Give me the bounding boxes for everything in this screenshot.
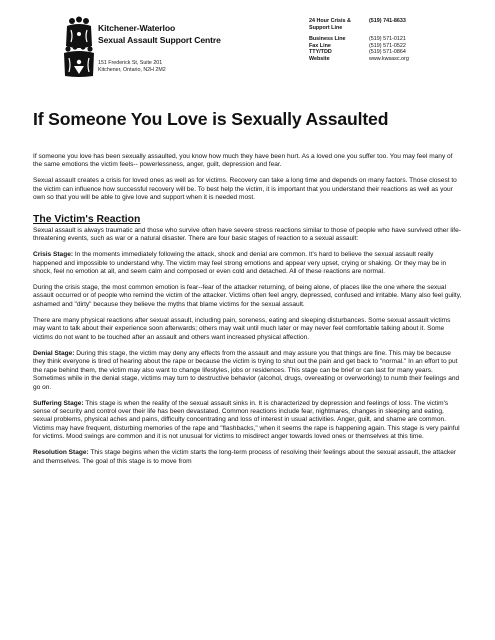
contact-value: (519) 571-0864 [369, 49, 406, 56]
website-link[interactable]: www.kwsasc.org [369, 55, 409, 62]
organization-name-line2: Sexual Assault Support Centre [98, 35, 221, 45]
crisis-line-row [309, 18, 459, 25]
crisis-line-label-1: 24 Hour Crisis & [309, 18, 351, 24]
address-line1: 151 Frederick St, Suite 201 [98, 60, 163, 66]
contact-block [309, 18, 459, 63]
contact-label: Fax Line [309, 42, 331, 49]
resolution-stage-paragraph [33, 449, 463, 466]
crisis-fear-paragraph: During the crisis stage, the most common emotion is fear--fear of the attacker returning, of being alone, of places like the one where the sexual assault occurred or of people who remind the victim of the attacker. Victims often feel angry, depressed, confused and irritable. Many also feel guilty, ashamed and "dirty" because they believe the myths that blame victims for the sexual assault. [33, 284, 462, 308]
suffering-stage-label: Suffering Stage: [33, 399, 84, 407]
contact-row-fax [309, 43, 459, 50]
address-line2: Kitchener, Ontario, N2H 2M2 [98, 67, 166, 74]
crisis-stage-text: In the moments immediately following the attack, shock and denial are common. It's hard to believe the sexual assault really happened and impossible to understand why. The victim may feel strong emotions and appear very upset, crying or shaking. Or they may be in shock, feel no emotion at all, and seem calm and composed or even cold and detached. All of these reactions are normal. [33, 251, 447, 276]
contact-row-tty [309, 49, 459, 56]
organization-address [98, 60, 166, 75]
crisis-line-row-2 [309, 25, 459, 32]
crisis-stage-label: Crisis Stage: [33, 251, 74, 259]
organization-name [98, 23, 221, 46]
intro-paragraph-2: Sexual assault creates a crisis for loved ones as well as for victims. Recovery can take a long time and depends on many factors. Those closest to the victim can influence how successful recovery will be. To best help the victim, it is important that you understand their reactions as well as your own so that you will be able to give love and support when it is needed most. [33, 177, 457, 202]
denial-stage-label: Denial Stage: [33, 349, 75, 357]
contact-row-business [309, 36, 459, 43]
contact-label: Business Line [309, 36, 346, 43]
suffering-stage-text: This stage is when the reality of the sexual assault sinks in. It is characterized by depression and feelings of loss. The victim's sense of security and control over their life has been devastated. Common reactions include fear, nightmares, changes in sleeping and eating, sexual problems, physical aches and pains, difficulty concentrating and loss of interest in usual activities. Anger, guilt, and shame are common. Victims may have frequent, disturbing memories of the rape and "flashbacks," when it seems the rape is happening again. This stage is very painful for victims. Mood swings are common and it is not unusual for victims to misdirect anger towards loved ones or themselves at this time. [33, 399, 460, 441]
contact-value: (519) 571-0121 [369, 36, 406, 43]
crisis-line-label-2: Support Line [309, 24, 343, 31]
intro-paragraph-1: If someone you love has been sexually assaulted, you know how much they have been hurt. As a loved one you suffer too. You may feel many of the same emotions the victim feels-- powerlessness, anger, guilt, depression and fear. [33, 153, 453, 169]
denial-stage-text: During this stage, the victim may deny any effects from the assault and may assure you that things are fine. This may be because they think everyone is tired of hearing about the rape or because the victim is trying to shut out the pain and get back to "normal." In an effort to put the rape behind them, the victim may also want to change lifestyles, jobs or residences. This stage can be brief or can last for many years. Sometimes while in the denial stage, victims may turn to destructive behavior (alcohol, drugs, overeating or overworking) to numb their feelings and go on. [33, 349, 460, 391]
resolution-stage-text: This stage begins when the victim starts the long-term process of resolving their feelings about the sexual assault, the attacker and themselves. The goal of this stage is to move from [33, 449, 457, 465]
organization-name-line1: Kitchener-Waterloo [98, 23, 176, 33]
document-body [33, 153, 463, 474]
crisis-line-number: (519) 741-8633 [369, 18, 406, 24]
crisis-stage-paragraph [33, 251, 463, 276]
page-title: If Someone You Love is Sexually Assaulted [33, 109, 389, 129]
contact-row-website [309, 56, 459, 63]
denial-stage-paragraph [33, 350, 463, 392]
suffering-stage-paragraph [33, 400, 463, 442]
contact-value: (519) 571-0522 [369, 42, 406, 49]
section-heading: The Victim's Reaction [33, 213, 141, 225]
crisis-physical-paragraph: There are many physical reactions after sexual assault, including pain, soreness, eating and sleeping disturbances. Some sexual assault victims may want to talk about their experience soon afterwards; others may wait until much later or may never feel comfortable talking about it. Some victims do not want to be touched after an assault and others want increased physical affection. [33, 316, 451, 341]
resolution-stage-label: Resolution Stage: [33, 449, 89, 457]
contact-label: Website [309, 55, 330, 62]
section-intro-paragraph: Sexual assault is always traumatic and those who survive often have severe stress reactions similar to those of people who have survived other life-threatening events, such as war or a natural disaster. There are four basic stages of reaction to a sexual assault: [33, 226, 461, 243]
organization-logo-icon [63, 16, 95, 78]
contact-label: TTY/TDD [309, 49, 332, 56]
